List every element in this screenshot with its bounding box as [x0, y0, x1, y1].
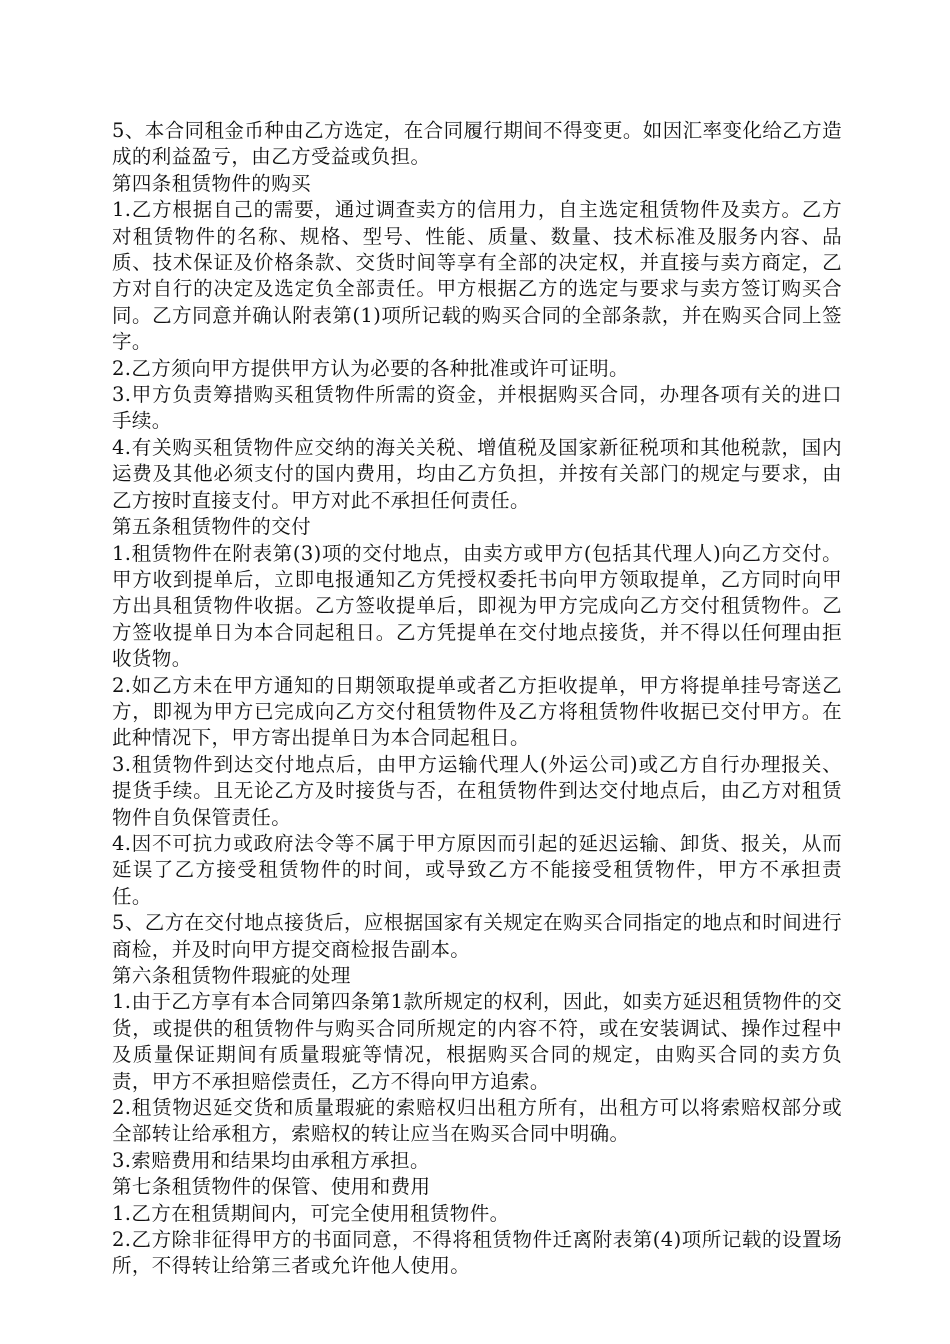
- heading-article-7: 第七条租赁物件的保管、使用和费用: [112, 1175, 431, 1199]
- paragraph-4-4: 4.有关购买租赁物件应交纳的海关关税、增值税及国家新征税项和其他税款，国内运费及其他必须支付的国内费用，均由乙方负担，并按有关部门的规定与要求，由乙方按时直接支付。甲方对此不承担任何责任。: [112, 435, 842, 512]
- paragraph-7-1: 1.乙方在租赁期间内，可完全使用租赁物件。: [112, 1201, 510, 1225]
- heading-article-6: 第六条租赁物件瑕疵的处理: [112, 964, 351, 987]
- paragraph-6-2: 2.租赁物迟延交货和质量瑕疵的索赔权归出租方所有，出租方可以将索赔权部分或全部转让给承租方，索赔权的转让应当在购买合同中明确。: [112, 1096, 842, 1146]
- paragraph-7-2: 2.乙方除非征得甲方的书面同意，不得将租赁物件迁离附表第(4)项所记载的设置场所，不得转让给第三者或允许他人使用。: [112, 1228, 842, 1278]
- heading-article-5: 第五条租赁物件的交付: [112, 515, 312, 539]
- paragraph-5-2: 2.如乙方未在甲方通知的日期领取提单或者乙方拒收提单，甲方将提单挂号寄送乙方，即视为甲方已完成向乙方交付租赁物件及乙方将租赁物件收据已交付甲方。在此种情况下，甲方寄出提单日为本合同起租日。: [112, 673, 842, 750]
- paragraph-5-4: 4.因不可抗力或政府法令等不属于甲方原因而引起的延迟运输、卸货、报关，从而延误了乙方接受租赁物件的时间，或导致乙方不能接受租赁物件，甲方不承担责任。: [112, 831, 842, 908]
- paragraph-6-1: 1.由于乙方享有本合同第四条第1款所规定的权利，因此，如卖方延迟租赁物件的交货，或提供的租赁物件与购买合同所规定的内容不符，或在安装调试、操作过程中及质量保证期间有质量瑕疵等情况，根据购买合同的规定，由购买合同的卖方负责，甲方不承担赔偿责任，乙方不得向甲方追索。: [112, 990, 842, 1093]
- paragraph-5-5: 5、乙方在交付地点接货后，应根据国家有关规定在购买合同指定的地点和时间进行商检，并及时向甲方提交商检报告副本。: [112, 911, 842, 961]
- paragraph-4-2: 2.乙方须向甲方提供甲方认为必要的各种批准或许可证明。: [112, 356, 629, 380]
- paragraph-4-1: 1.乙方根据自己的需要，通过调查卖方的信用力，自主选定租赁物件及卖方。乙方对租赁物件的名称、规格、型号、性能、质量、数量、技术标准及服务内容、品质、技术保证及价格条款、交货时间等享有全部的决定权，并直接与卖方商定，乙方对自行的决定及选定负全部责任。甲方根据乙方的选定与要求与卖方签订购买合同。乙方同意并确认附表第(1)项所记载的购买合同的全部条款，并在购买合同上签字。: [112, 198, 842, 354]
- document-page: [112, 118, 842, 1280]
- paragraph-6-3: 3.索赔费用和结果均由承租方承担。: [112, 1148, 430, 1172]
- paragraph-5-3: 3.租赁物件到达交付地点后，由甲方运输代理人(外运公司)或乙方自行办理报关、提货手续。且无论乙方及时接货与否，在租赁物件到达交付地点后，由乙方对租赁物件自负保管责任。: [112, 752, 842, 829]
- paragraph-5-1: 1.租赁物件在附表第(3)项的交付地点，由卖方或甲方(包括其代理人)向乙方交付。甲方收到提单后，立即电报通知乙方凭授权委托书向甲方领取提单，乙方同时向甲方出具租赁物件收据。乙方签收提单后，即视为甲方完成向乙方交付租赁物件。乙方签收提单日为本合同起租日。乙方凭提单在交付地点接货，并不得以任何理由拒收货物。: [112, 541, 842, 671]
- paragraph-4-3: 3.甲方负责筹措购买租赁物件所需的资金，并根据购买合同，办理各项有关的进口手续。: [112, 383, 842, 433]
- paragraph-currency-clause: 5、本合同租金币种由乙方选定，在合同履行期间不得变更。如因汇率变化给乙方造成的利益盈亏，由乙方受益或负担。: [112, 119, 842, 169]
- heading-article-4: 第四条租赁物件的购买: [112, 171, 312, 195]
